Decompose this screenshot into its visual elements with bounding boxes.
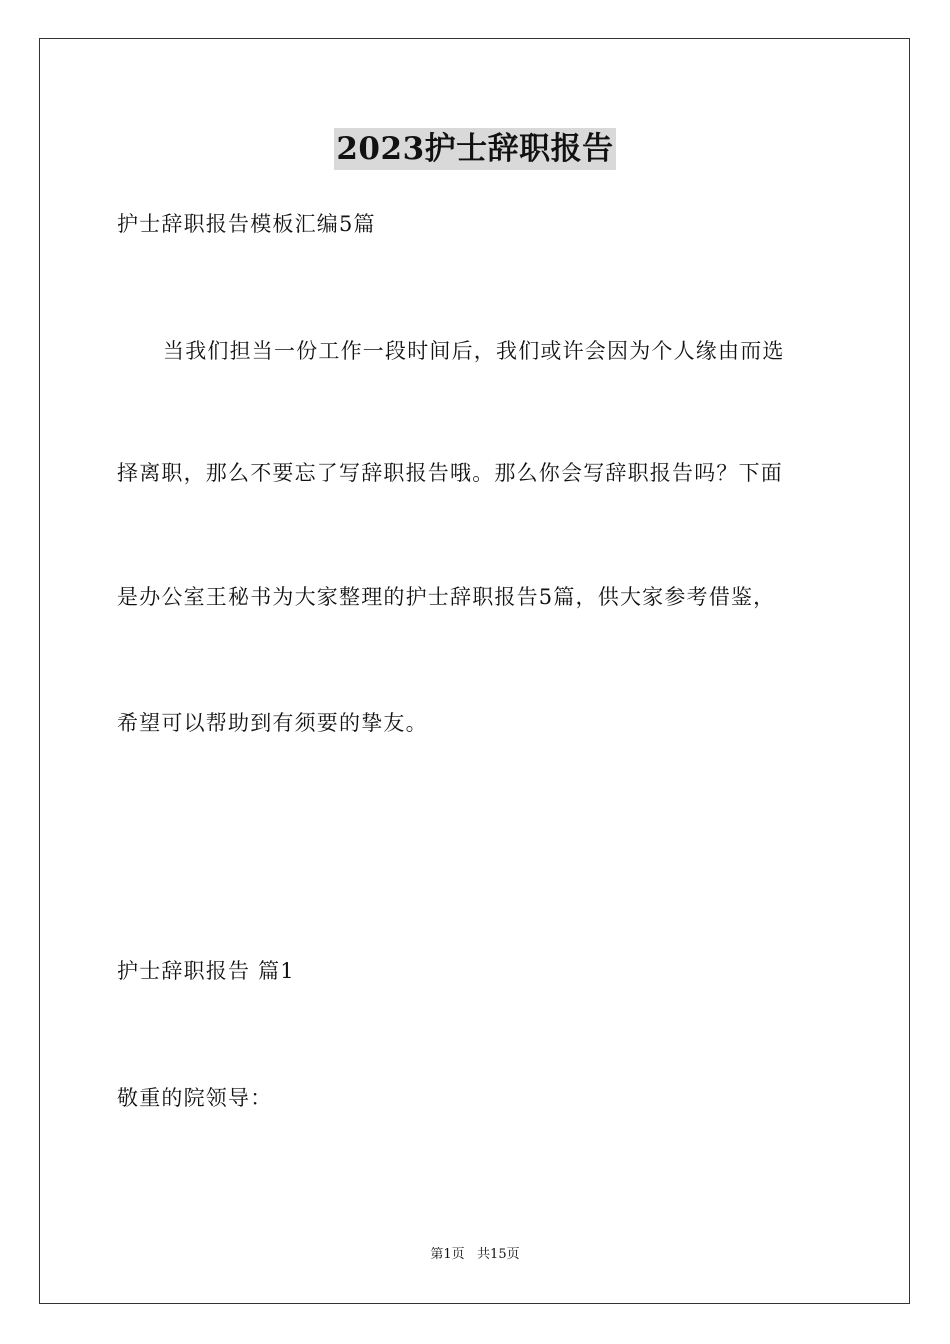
salutation: 敬重的院领导： <box>117 1086 273 1110</box>
intro-line-2: 择离职，那么不要忘了写辞职报告哦。那么你会写辞职报告吗？下面 <box>117 461 783 485</box>
document-subtitle: 护士辞职报告模板汇编5篇 <box>117 212 376 236</box>
intro-line-3: 是办公室王秘书为大家整理的护士辞职报告5篇，供大家参考借鉴， <box>117 585 776 609</box>
section-heading: 护士辞职报告 篇1 <box>117 959 295 983</box>
document-title: 2023护士辞职报告 <box>334 128 615 170</box>
intro-line-4: 希望可以帮助到有须要的挚友。 <box>117 711 428 735</box>
intro-line-1: 当我们担当一份工作一段时间后，我们或许会因为个人缘由而选 <box>163 339 785 363</box>
title-container <box>0 128 950 170</box>
page-number-footer: 第1页 共15页 <box>430 1247 520 1262</box>
